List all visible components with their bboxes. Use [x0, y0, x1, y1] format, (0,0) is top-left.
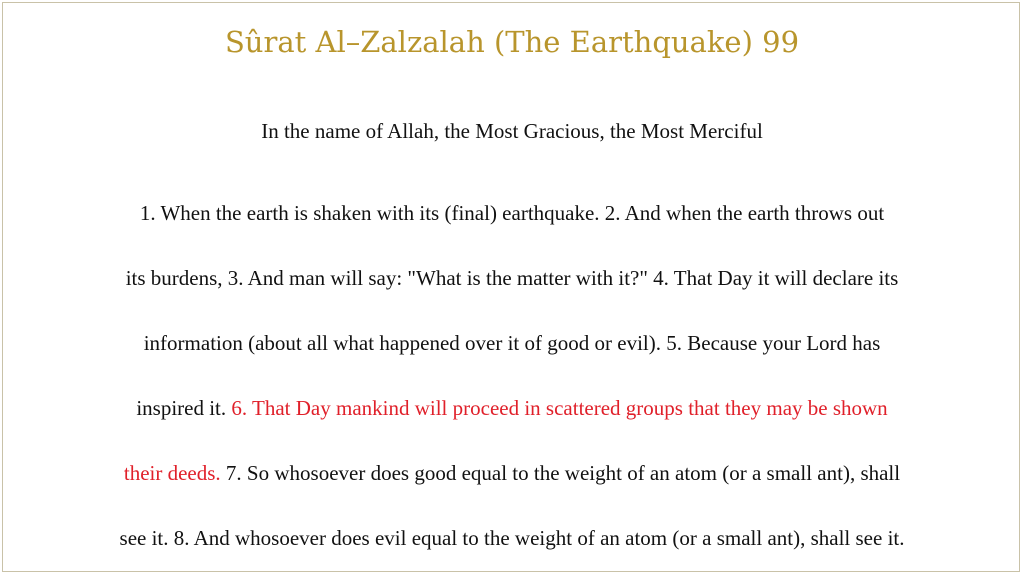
verse-text: 7. So whosoever does good equal to the weight of an atom (or a small ant), shall: [220, 461, 901, 485]
verse-text: its burdens, 3. And man will say: "What is the matter with it?" 4. That Day it will declare its: [125, 266, 899, 290]
verse-line-4: [3, 396, 1021, 421]
verse-line-1: [3, 201, 1021, 226]
page-frame: [2, 2, 1020, 572]
highlighted-verse-text: 6. That Day mankind will proceed in scattered groups that they may be shown: [231, 396, 888, 420]
verse-text: inspired it.: [136, 396, 232, 420]
verse-text: 1. When the earth is shaken with its (final) earthquake. 2. And when the earth throws out: [139, 201, 885, 225]
verse-text: information (about all what happened over it of good or evil). 5. Because your Lord has: [143, 331, 881, 355]
verse-line-3: [3, 331, 1021, 356]
verse-line-2: [3, 266, 1021, 291]
verse-line-5: [3, 461, 1021, 486]
bismillah-line: In the name of Allah, the Most Gracious, the Most Merciful: [261, 119, 763, 143]
surah-title: Sûrat Al–Zalzalah (The Earthquake) 99: [224, 25, 800, 59]
verse-text: see it. 8. And whosoever does evil equal to the weight of an atom (or a small ant), shall see it.: [119, 526, 905, 550]
verse-line-6: [3, 526, 1021, 551]
highlighted-verse-text: their deeds.: [123, 461, 221, 485]
